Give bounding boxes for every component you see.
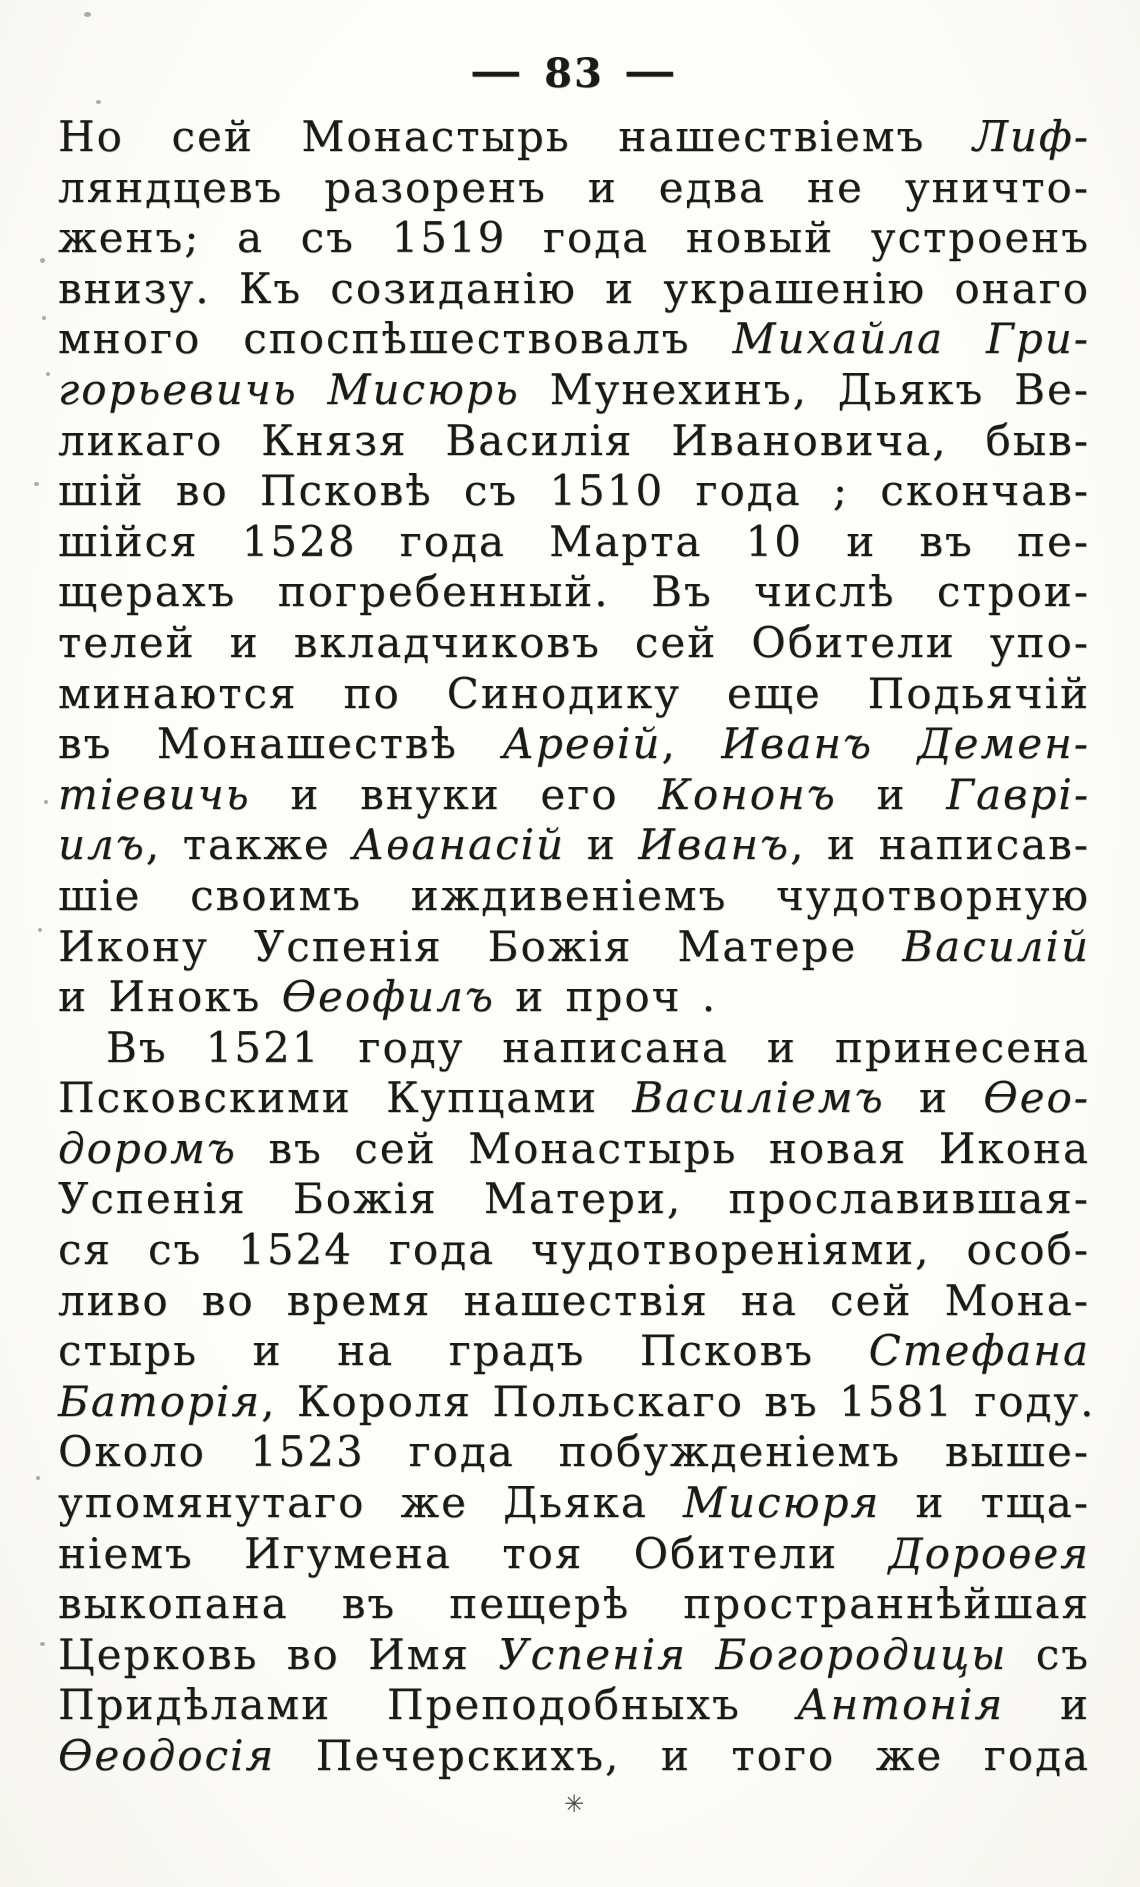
body-text: Придѣлами Преподобныхъ	[58, 1680, 797, 1730]
body-text: въ Монашествѣ	[58, 719, 503, 769]
text-line	[58, 770, 1090, 821]
text-line	[58, 567, 1090, 618]
body-text: шійся 1528 года Марта 10 и въ пе-	[58, 516, 1090, 566]
proper-name-italic: Кононъ	[658, 769, 837, 819]
proper-name-italic: тіевичь	[58, 769, 251, 819]
ink-speck	[40, 258, 45, 263]
ink-speck	[40, 1642, 45, 1646]
body-text: , Короля Польскаго въ 1581 году.	[261, 1376, 1096, 1426]
text-line	[58, 1174, 1090, 1225]
body-text: Но сей Монастырь нашествіемъ	[58, 112, 973, 161]
ink-speck	[38, 928, 42, 932]
body-text: внизу. Къ созиданію и украшенію онаго	[58, 263, 1090, 313]
body-text: и Инокъ	[58, 972, 282, 1022]
proper-name-italic: Лиф-	[972, 112, 1090, 161]
body-text: ніемъ Игумена тоя Обители	[58, 1528, 889, 1578]
text-line	[58, 669, 1090, 720]
proper-name-italic: Мисюря	[683, 1478, 881, 1528]
text-line	[58, 1276, 1090, 1327]
body-text: съ	[1007, 1629, 1090, 1679]
text-line	[58, 1579, 1090, 1630]
ink-speck	[96, 100, 101, 104]
text-line	[58, 1478, 1090, 1529]
body-text: , и написав-	[790, 820, 1090, 870]
body-text: ливо во время нашествія на сей Мона-	[58, 1275, 1090, 1325]
body-text: Икону Успенія Божія Матере	[58, 921, 903, 971]
text-line	[58, 314, 1090, 365]
text-line	[58, 365, 1090, 416]
proper-name-italic: Ѳео-	[983, 1073, 1090, 1123]
text-line	[58, 1073, 1090, 1124]
page-header	[58, 50, 1090, 96]
proper-name-italic: Иванъ	[638, 820, 791, 870]
proper-name-italic: Ѳеофилъ	[281, 972, 495, 1022]
text-line	[58, 719, 1090, 770]
text-line	[58, 1731, 1090, 1782]
header-dash-right: —	[623, 48, 679, 95]
text-line	[58, 416, 1090, 467]
proper-name-italic: Гаврі-	[946, 769, 1091, 819]
proper-name-italic: Дороѳея	[888, 1528, 1090, 1578]
body-text: щерахъ погребенный. Въ числѣ строи-	[58, 567, 1090, 617]
proper-name-italic: Ѳеодосія	[58, 1731, 276, 1780]
body-text: телей и вкладчиковъ сей Обители упо-	[58, 617, 1090, 667]
proper-name-italic: Василій	[902, 921, 1090, 971]
ink-speck	[46, 372, 50, 376]
proper-name-italic: Успенія Богородицы	[498, 1629, 1008, 1679]
text-line	[58, 922, 1090, 973]
proper-name-italic: Ареѳій	[502, 719, 662, 769]
ink-speck	[34, 482, 39, 486]
body-text: ляндцевъ разоренъ и едва не уничто-	[58, 162, 1090, 212]
body-text: и проч .	[494, 972, 718, 1022]
body-text-block	[58, 112, 1096, 1782]
body-text: и	[884, 1073, 984, 1123]
body-text: стырь и на градъ Псковъ	[58, 1326, 869, 1376]
body-text: и	[565, 820, 639, 870]
proper-name-italic: Стефана	[868, 1326, 1090, 1376]
body-text: минаются по Синодику еще Подьячій	[58, 668, 1090, 718]
ink-speck	[42, 316, 46, 320]
body-text: ,	[661, 719, 722, 769]
body-text: въ сей Монастырь новая Икона	[236, 1123, 1090, 1173]
text-line	[58, 264, 1090, 315]
body-text: женъ; а съ 1519 года новый устроенъ	[58, 213, 1090, 263]
text-line	[58, 1225, 1090, 1276]
text-line	[58, 1630, 1090, 1681]
text-line	[58, 618, 1090, 669]
ink-speck	[84, 12, 91, 17]
text-line	[58, 1529, 1090, 1580]
proper-name-italic: Аѳанасій	[352, 820, 566, 870]
text-line	[58, 820, 1090, 871]
proper-name-italic: Василіемъ	[632, 1073, 885, 1123]
text-line	[58, 1023, 1090, 1074]
text-line	[58, 871, 1090, 922]
body-text: шій во Псковѣ съ 1510 года ; скончав-	[58, 466, 1090, 516]
page-number: 83	[544, 50, 604, 97]
text-line	[58, 163, 1090, 214]
body-text: упомянутаго же Дьяка	[58, 1478, 684, 1528]
text-line	[58, 517, 1090, 568]
body-text: Церковь во Имя	[58, 1629, 499, 1679]
body-text: много споспѣшествовалъ	[58, 314, 733, 364]
header-dash-left: —	[469, 48, 525, 95]
text-line	[58, 1124, 1090, 1175]
text-line	[58, 972, 1090, 1023]
body-text: шіе своимъ иждивеніемъ чудотворную	[58, 870, 1090, 920]
body-text: Въ 1521 году написана и принесена	[106, 1022, 1090, 1072]
text-line	[58, 1376, 1096, 1428]
text-line	[58, 1680, 1090, 1731]
proper-name-italic: Антонія	[796, 1680, 1005, 1730]
proper-name-italic: Михайла Гри-	[732, 314, 1090, 364]
body-text: Печерскихъ, и того же года	[275, 1731, 1090, 1780]
proper-name-italic: Иванъ Демен-	[721, 719, 1090, 769]
text-line	[58, 466, 1090, 517]
body-text: Псковскими Купцами	[58, 1073, 633, 1123]
text-line	[58, 1427, 1090, 1478]
body-text: Около 1523 года побужденіемъ выше-	[58, 1427, 1090, 1477]
signature-mark: ✳	[563, 1790, 585, 1818]
body-text: и	[836, 769, 947, 819]
ink-speck	[44, 800, 48, 804]
body-text: Успенія Божія Матери, прославившая-	[58, 1174, 1090, 1224]
text-line	[58, 213, 1090, 264]
body-text: и внуки его	[250, 769, 659, 819]
proper-name-italic: горьевичь Мисюрь	[58, 364, 520, 414]
body-text: и	[1004, 1680, 1091, 1730]
proper-name-italic: илъ	[58, 820, 146, 870]
body-text: ликаго Князя Василія Ивановича, быв-	[58, 415, 1090, 465]
body-text: ся съ 1524 года чудотвореніями, особ-	[58, 1225, 1090, 1275]
proper-name-italic: Баторія	[58, 1376, 262, 1426]
ink-speck	[36, 1476, 40, 1480]
body-text: , также	[145, 820, 353, 870]
body-text: выкопана въ пещерѣ пространнѣйшая	[58, 1579, 1090, 1629]
body-text: Мунехинъ, Дьякъ Ве-	[519, 364, 1090, 414]
body-text: и тща-	[880, 1478, 1090, 1528]
text-line	[58, 1326, 1090, 1377]
text-line	[58, 112, 1090, 163]
proper-name-italic: доромъ	[58, 1123, 237, 1173]
